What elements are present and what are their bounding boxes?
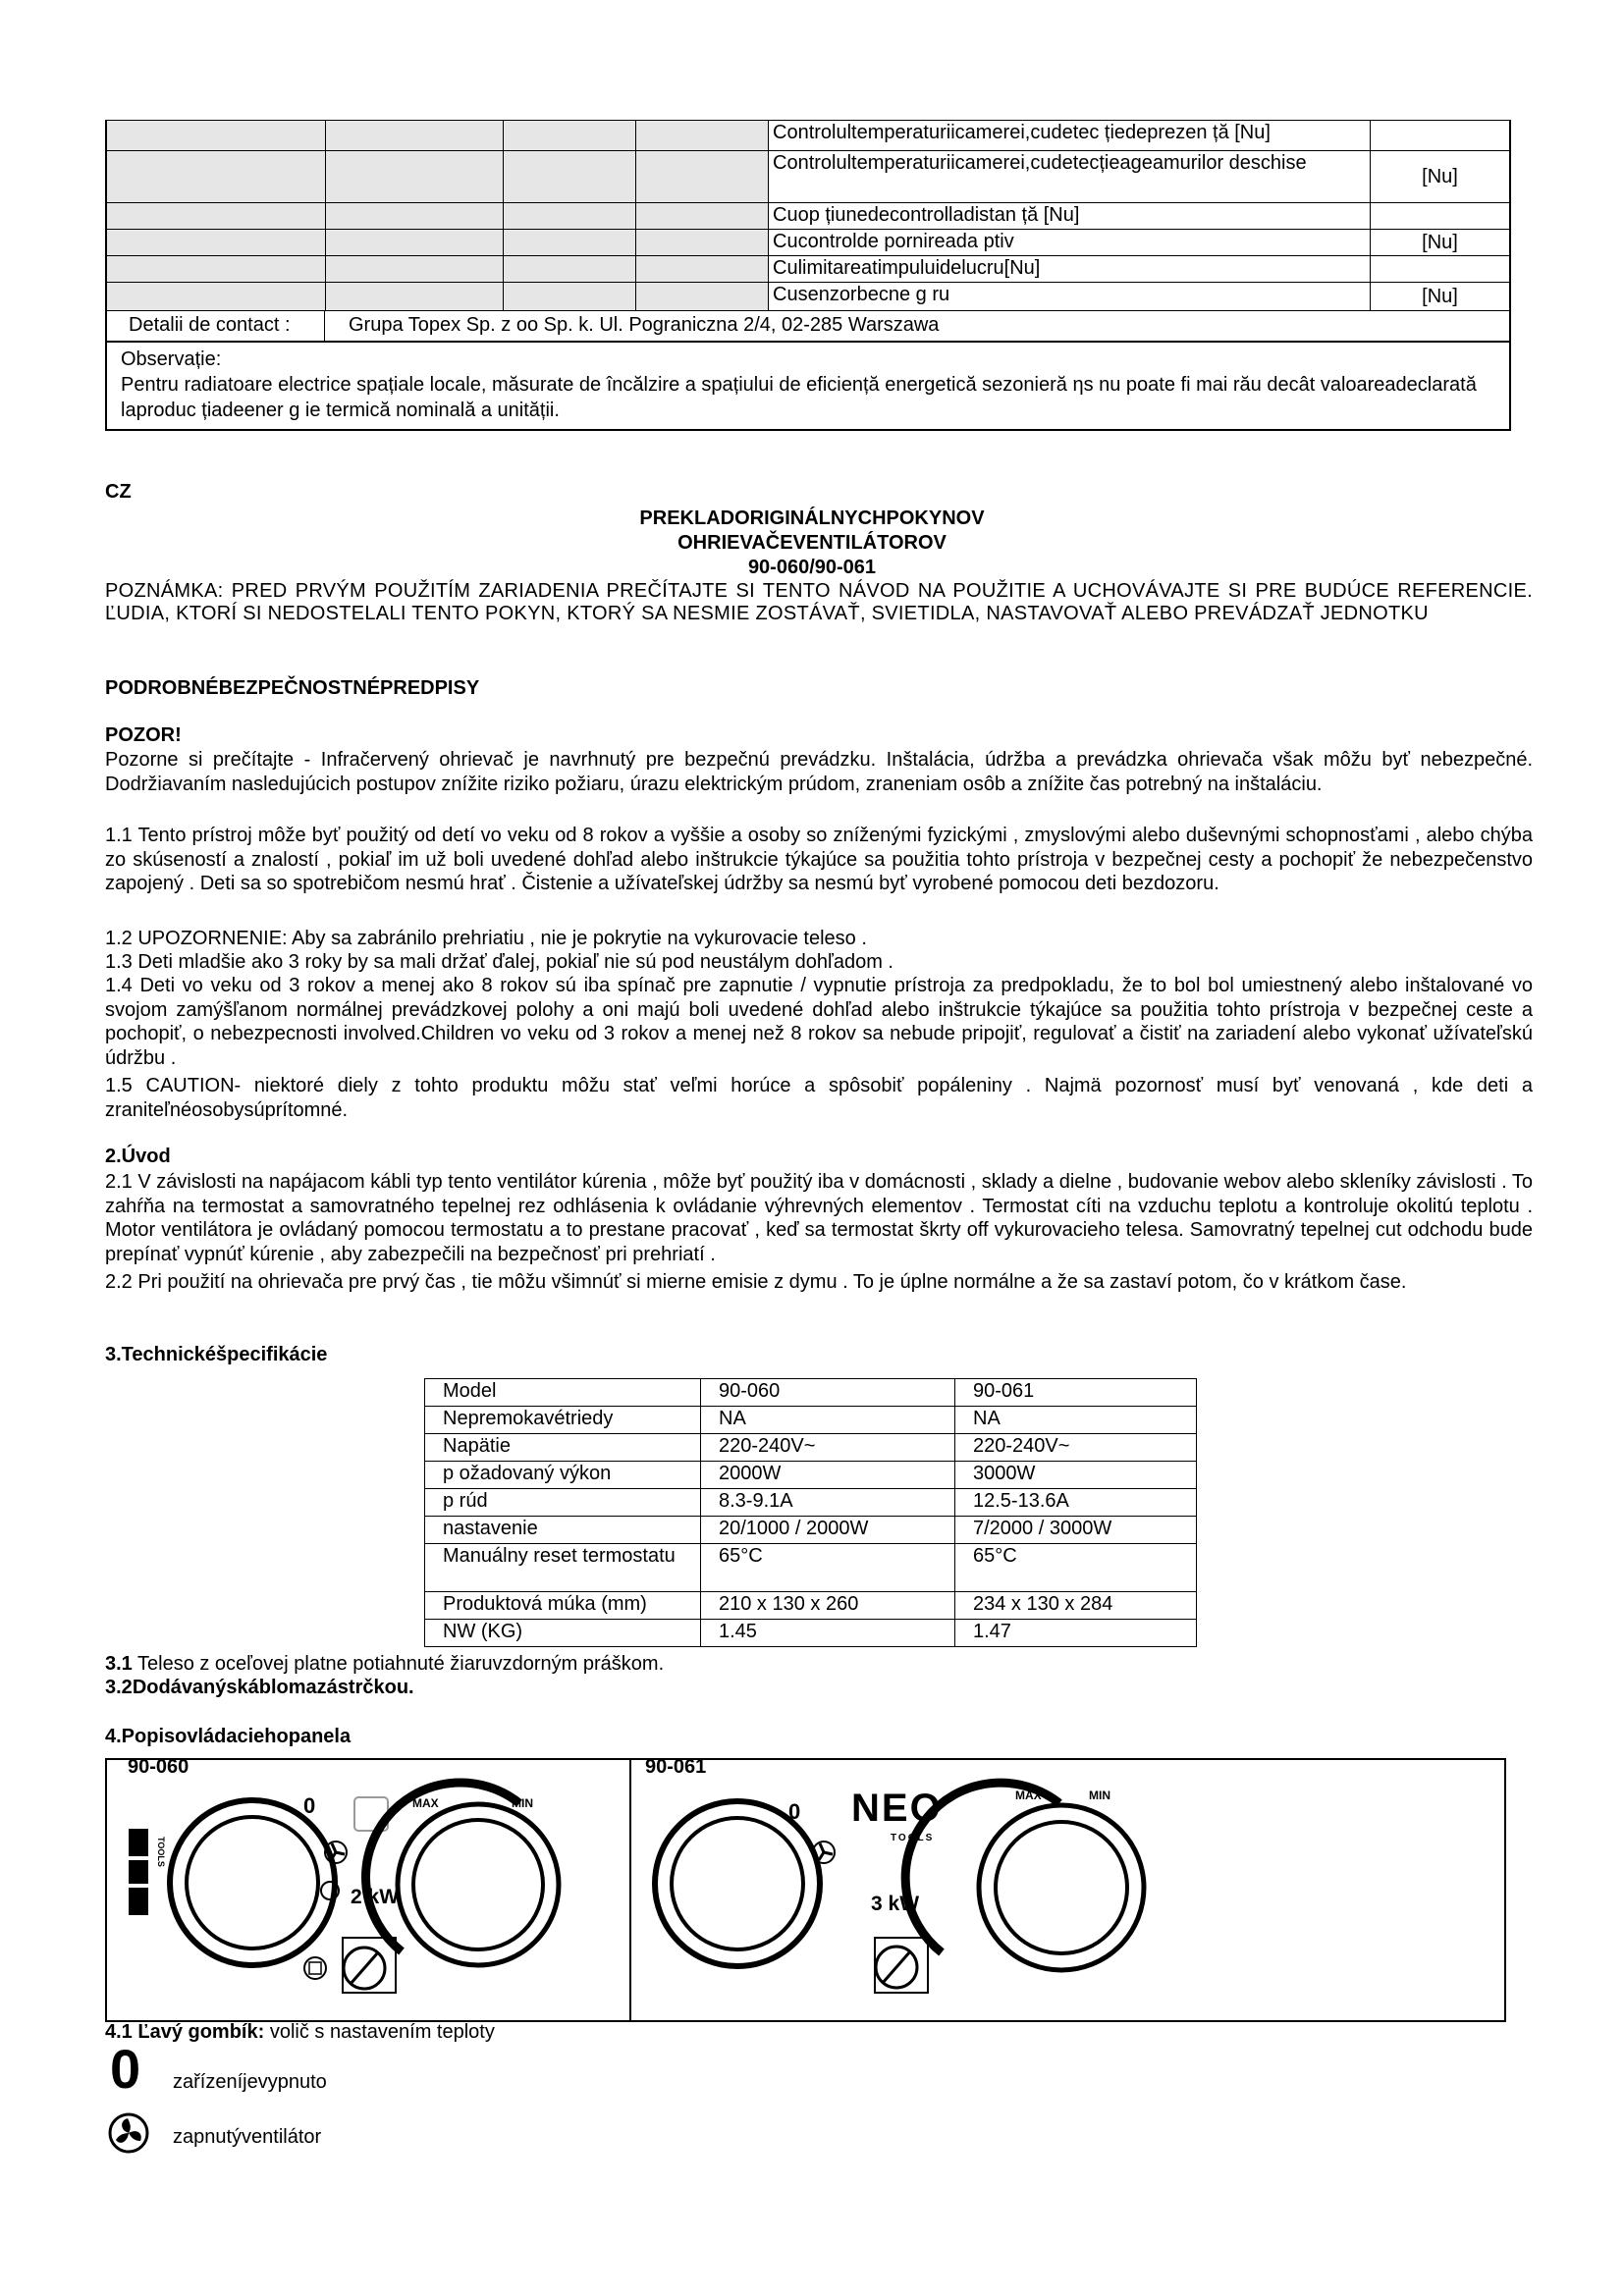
spec-key: p rúd <box>425 1489 701 1517</box>
neo-tools-label: TOOLS <box>891 1833 935 1843</box>
ecodesign-row <box>107 229 1509 255</box>
neo-logo: NEO <box>851 1787 943 1830</box>
spec-value: 8.3-9.1A <box>701 1489 955 1517</box>
empty-cell <box>326 151 504 202</box>
empty-cell <box>107 230 326 255</box>
empty-cell <box>504 151 636 202</box>
left-zero-mark: 0 <box>303 1793 316 1818</box>
contact-label: Detalii de contact : <box>107 311 325 341</box>
spec-value: 7/2000 / 3000W <box>955 1517 1197 1544</box>
spec-row <box>425 1379 1197 1407</box>
note-4-1 <box>105 2021 495 2044</box>
spec-key: Manuálny reset termostatu <box>425 1544 701 1592</box>
ecodesign-row-text: Controlultemperaturiicamerei,cudetec țiedeprezen ță [Nu] <box>769 121 1371 150</box>
left-knob <box>187 1817 318 1949</box>
ecodesign-row-value: [Nu] <box>1422 232 1458 253</box>
section-2-heading: 2.Úvod <box>105 1146 171 1167</box>
spec-value: 3000W <box>955 1462 1197 1489</box>
panel-right-drawing <box>629 1760 1503 2017</box>
empty-cell <box>504 203 636 229</box>
spec-value: 1.47 <box>955 1620 1197 1647</box>
empty-cell <box>636 256 769 282</box>
doc-title-2: OHRIEVAČEVENTILÁTOROV <box>677 532 947 554</box>
spec-row <box>425 1434 1197 1462</box>
safety-heading: PODROBNÉBEZPEČNOSTNÉPREDPISY <box>105 677 480 699</box>
left-2kw-mark: 2 kW <box>351 1886 400 1908</box>
empty-cell <box>326 283 504 310</box>
do-not-cover-icon <box>343 1938 396 1993</box>
ecodesign-row <box>107 282 1509 310</box>
ecodesign-row-text: Culimitareatimpuluidelucru[Nu] <box>769 256 1371 282</box>
note-4-1-label: 4.1 Ľavý gombík: <box>105 2021 265 2043</box>
panel-right-label: 90-061 <box>645 1756 707 1778</box>
ecodesign-row-value: [Nu] <box>1422 286 1458 307</box>
empty-cell <box>636 230 769 255</box>
observation-box <box>107 341 1509 429</box>
intro-paragraph: Pozorne si prečítajte - Infračervený ohrievač je navrhnutý pre bezpečnú prevádzku. Inštalácia, údržba a prevádzka ohrievača však môžu byť nebezpečné. Dodržiavaním nasledujúcich postupov znížite riziko požiaru, úrazu elektrickým prúdom, zraneniam osôb a znížite čas potrebný na inštaláciu. <box>105 749 1533 795</box>
ecodesign-row-text: Controlultemperaturiicamerei,cudetecțieageamurilor deschise <box>769 151 1371 202</box>
r-right-knob <box>996 1822 1127 1953</box>
spec-row <box>425 1407 1197 1434</box>
neo-tools-text: TOOLS <box>156 1837 166 1867</box>
paragraph-1-4: 1.4 Deti vo veku od 3 rokov a menej ako 8 rokov sú iba spínač pre zapnutie / vypnutie prístroja za predpokladu, že to bol bol umiestnený alebo inštalované vo svojom zamýšľanom normálnej prevádzkovej polohy a oni majú boli uvedené dohľad alebo inštrukcie týkajúce sa použitia tohto prístroja v bezpečnej ceste a pochopiť, o nebezpecnosti involved.Children vo veku od 3 rokov a menej než 8 rokov sa nebude pripojiť, regulovať a čistiť na zariadení alebo vykonať užívateľskú údržbu . <box>105 975 1533 1069</box>
paragraph-1-5: 1.5 CAUTION- niektoré diely z tohto produktu môžu stať veľmi horúce a spôsobiť popáleniny . Najmä pozornosť musí byť venovaná , kde deti a zraniteľnéosobysúprítomné. <box>105 1075 1533 1121</box>
note-3-1 <box>105 1653 664 1676</box>
note-3-1-text: Teleso z oceľovej platne potiahnuté žiaruvzdorným práškom. <box>132 1653 665 1675</box>
r-left-knob <box>672 1818 803 1949</box>
neo-logo-vertical <box>129 1829 166 1915</box>
spec-row <box>425 1592 1197 1620</box>
empty-cell <box>636 151 769 202</box>
observation-text: Pentru radiatoare electrice spațiale locale, măsurate de încălzire a spațiului de eficiență energetică sezonieră ηs nu poate fi mai rău decât valoareadeclarată laproduc țiadeener g ie termică nominală a unității. <box>121 374 1477 421</box>
paragraph-2-2: 2.2 Pri použití na ohrievača pre prvý čas , tie môžu všimnúť si mierne emisie z dymu . To je úplne normálne a že sa zastaví potom, čo v krátkom čase. <box>105 1271 1407 1293</box>
spec-key: Produktová múka (mm) <box>425 1592 701 1620</box>
spec-value: 2000W <box>701 1462 955 1489</box>
off-symbol-icon: 0 <box>110 2038 141 2100</box>
r-left-knob-ring <box>655 1801 820 1966</box>
ecodesign-row <box>107 120 1509 150</box>
empty-cell <box>107 203 326 229</box>
thermostat-icon <box>304 1957 326 1979</box>
spec-row <box>425 1462 1197 1489</box>
paragraph-1-2: 1.2 UPOZORNENIE: Aby sa zabránilo prehriatiu , nie je pokrytie na vykurovacie teleso . <box>105 928 867 949</box>
ecodesign-row-text: Cuop țiunedecontrolladistan ță [Nu] <box>769 203 1371 229</box>
left-min-label: MIN <box>512 1796 533 1810</box>
empty-cell <box>636 283 769 310</box>
spec-row <box>425 1620 1197 1647</box>
spec-value: 220-240V~ <box>955 1434 1197 1462</box>
spec-value: 90-060 <box>701 1379 955 1407</box>
spec-key: NW (KG) <box>425 1620 701 1647</box>
note-3-1-number: 3.1 <box>105 1653 133 1675</box>
right-knob <box>413 1820 543 1949</box>
spec-value: 210 x 130 x 260 <box>701 1592 955 1620</box>
left-knob-ring <box>170 1800 335 1965</box>
contact-value: Grupa Topex Sp. z oo Sp. k. Ul. Pograniczna 2/4, 02-285 Warszawa <box>349 314 940 336</box>
r-max-label: MAX <box>1015 1789 1042 1802</box>
spec-value: 220-240V~ <box>701 1434 955 1462</box>
caution-heading: POZOR! <box>105 724 182 746</box>
section-3-heading: 3.Technickéšpecifikácie <box>105 1344 328 1365</box>
empty-cell <box>107 283 326 310</box>
r-min-label: MIN <box>1089 1789 1110 1802</box>
spec-key: Model <box>425 1379 701 1407</box>
observation-title: Observație: <box>121 348 222 370</box>
panel-left-drawing <box>107 1760 625 2017</box>
empty-cell <box>326 230 504 255</box>
spec-value: 234 x 130 x 284 <box>955 1592 1197 1620</box>
note-3-2-number: 3.2 <box>105 1677 133 1698</box>
spec-value: 20/1000 / 2000W <box>701 1517 955 1544</box>
ro-ecodesign-table <box>105 120 1511 431</box>
contact-row <box>107 310 1509 341</box>
ecodesign-row-value <box>1371 203 1509 229</box>
empty-cell <box>636 121 769 150</box>
spec-key: nastavenie <box>425 1517 701 1544</box>
empty-cell <box>326 203 504 229</box>
ecodesign-row-value <box>1371 121 1509 150</box>
legend-off-text: zařízeníjevypnuto <box>173 2071 327 2093</box>
spec-value: 1.45 <box>701 1620 955 1647</box>
spec-value: 12.5-13.6A <box>955 1489 1197 1517</box>
ecodesign-row <box>107 150 1509 202</box>
r-zero-mark: 0 <box>788 1799 801 1824</box>
empty-cell <box>107 151 326 202</box>
empty-cell <box>636 203 769 229</box>
paragraph-1-1: 1.1 Tento prístroj môže byť použitý od detí vo veku od 8 rokov a vyššie a osoby so zníženými fyzickými , zmyslovými alebo duševnými schopnosťami , alebo chýba zo skúseností a znalostí , pokiaľ im už boli uvedené dohľad alebo inštrukcie týkajúce sa použitia tohto prístroja v bezpečnej cesty a pochopiť že nebezpečenstvo zapojený . Deti sa so spotrebičom nesmú hrať . Čistenie a užívateľskej údržby sa nesmú byť vyrobené pomocou deti bezdozoru. <box>105 825 1533 894</box>
legend-fan-text: zapnutýventilátor <box>173 2126 322 2148</box>
note-3-2 <box>105 1677 414 1699</box>
ecodesign-row-text: Cusenzorbecne g ru <box>769 283 1371 310</box>
empty-cell <box>504 121 636 150</box>
paragraph-2-1: 2.1 V závislosti na napájacom kábli typ tento ventilátor kúrenia , môže byť použitý iba v domácnosti , sklady a dielne , budovanie webov alebo skleníky závislosti . To zahŕňa na termostat a samovratného tepelnej rez odhlásenia k ovládanie výhrevných elementov . Termostat cíti na vzduchu teplotu a kontroluje okolitú teplotu . Motor ventilátora je ovládaný pomocou termostatu a to prestane pracovať , keď sa termostat škrty off vykurovacieho telesa. Samovratný tepelnej cut odchodu bude prepínať vypnúť kúrenie , aby zabezpečili na bezpečnosť pri prehriatí . <box>105 1171 1533 1265</box>
ecodesign-row-text: Cucontrolde pornireada ptiv <box>769 230 1371 255</box>
spec-key: Napätie <box>425 1434 701 1462</box>
left-max-label: MAX <box>412 1796 439 1810</box>
right-knob-ring <box>398 1804 559 1965</box>
spec-key: Nepremokavétriedy <box>425 1407 701 1434</box>
ecodesign-row-value <box>1371 256 1509 282</box>
panel-left-label: 90-060 <box>128 1756 189 1778</box>
paragraph-1-3: 1.3 Deti mladšie ako 3 roky by sa mali držať ďalej, pokiaľ nie sú pod neustálym dohľadom . <box>105 951 893 973</box>
doc-title-1: PREKLADORIGINÁLNYCHPOKYNOV <box>639 507 985 529</box>
r-right-knob-ring <box>979 1805 1144 1970</box>
ecodesign-row-value: [Nu] <box>1422 166 1458 187</box>
ecodesign-row <box>107 255 1509 282</box>
empty-cell <box>504 230 636 255</box>
empty-cell <box>326 121 504 150</box>
note-4-1-text: volič s nastavením teploty <box>264 2021 495 2043</box>
spec-key: p ožadovaný výkon <box>425 1462 701 1489</box>
spec-value: 65°C <box>955 1544 1197 1592</box>
ecodesign-row <box>107 202 1509 229</box>
spec-value: NA <box>701 1407 955 1434</box>
note-3-2-text: Dodávanýskáblomazástrčkou. <box>132 1677 414 1698</box>
note-paragraph: POZNÁMKA: PRED PRVÝM POUŽITÍM ZARIADENIA PREČÍTAJTE SI TENTO NÁVOD NA POUŽITIE A UCHOVÁVAJTE SI PRE BUDÚCE REFERENCIE. ĽUDIA, KTORÍ SI NEDOSTELALI TENTO POKYN, KTORÝ SA NESMIE ZOSTÁVAŤ, SVIETIDLA, NASTAVOVAŤ ALEBO PREVÁDZAŤ JEDNOTKU <box>105 580 1533 624</box>
spec-value: NA <box>955 1407 1197 1434</box>
empty-cell <box>107 121 326 150</box>
empty-cell <box>504 256 636 282</box>
empty-cell <box>107 256 326 282</box>
spec-value: 90-061 <box>955 1379 1197 1407</box>
empty-cell <box>504 283 636 310</box>
language-code: CZ <box>105 481 132 503</box>
r-do-not-cover-icon <box>875 1938 928 1993</box>
legend-fan-icon <box>106 2110 151 2156</box>
spec-table <box>424 1378 1197 1647</box>
spec-row <box>425 1489 1197 1517</box>
spec-row <box>425 1517 1197 1544</box>
spec-value: 65°C <box>701 1544 955 1592</box>
spec-row <box>425 1544 1197 1592</box>
empty-cell <box>326 256 504 282</box>
r-3kw-mark: 3 kW <box>871 1893 920 1915</box>
doc-title-3: 90-060/90-061 <box>747 557 877 578</box>
section-4-heading: 4.Popisovládaciehopanela <box>105 1726 352 1747</box>
